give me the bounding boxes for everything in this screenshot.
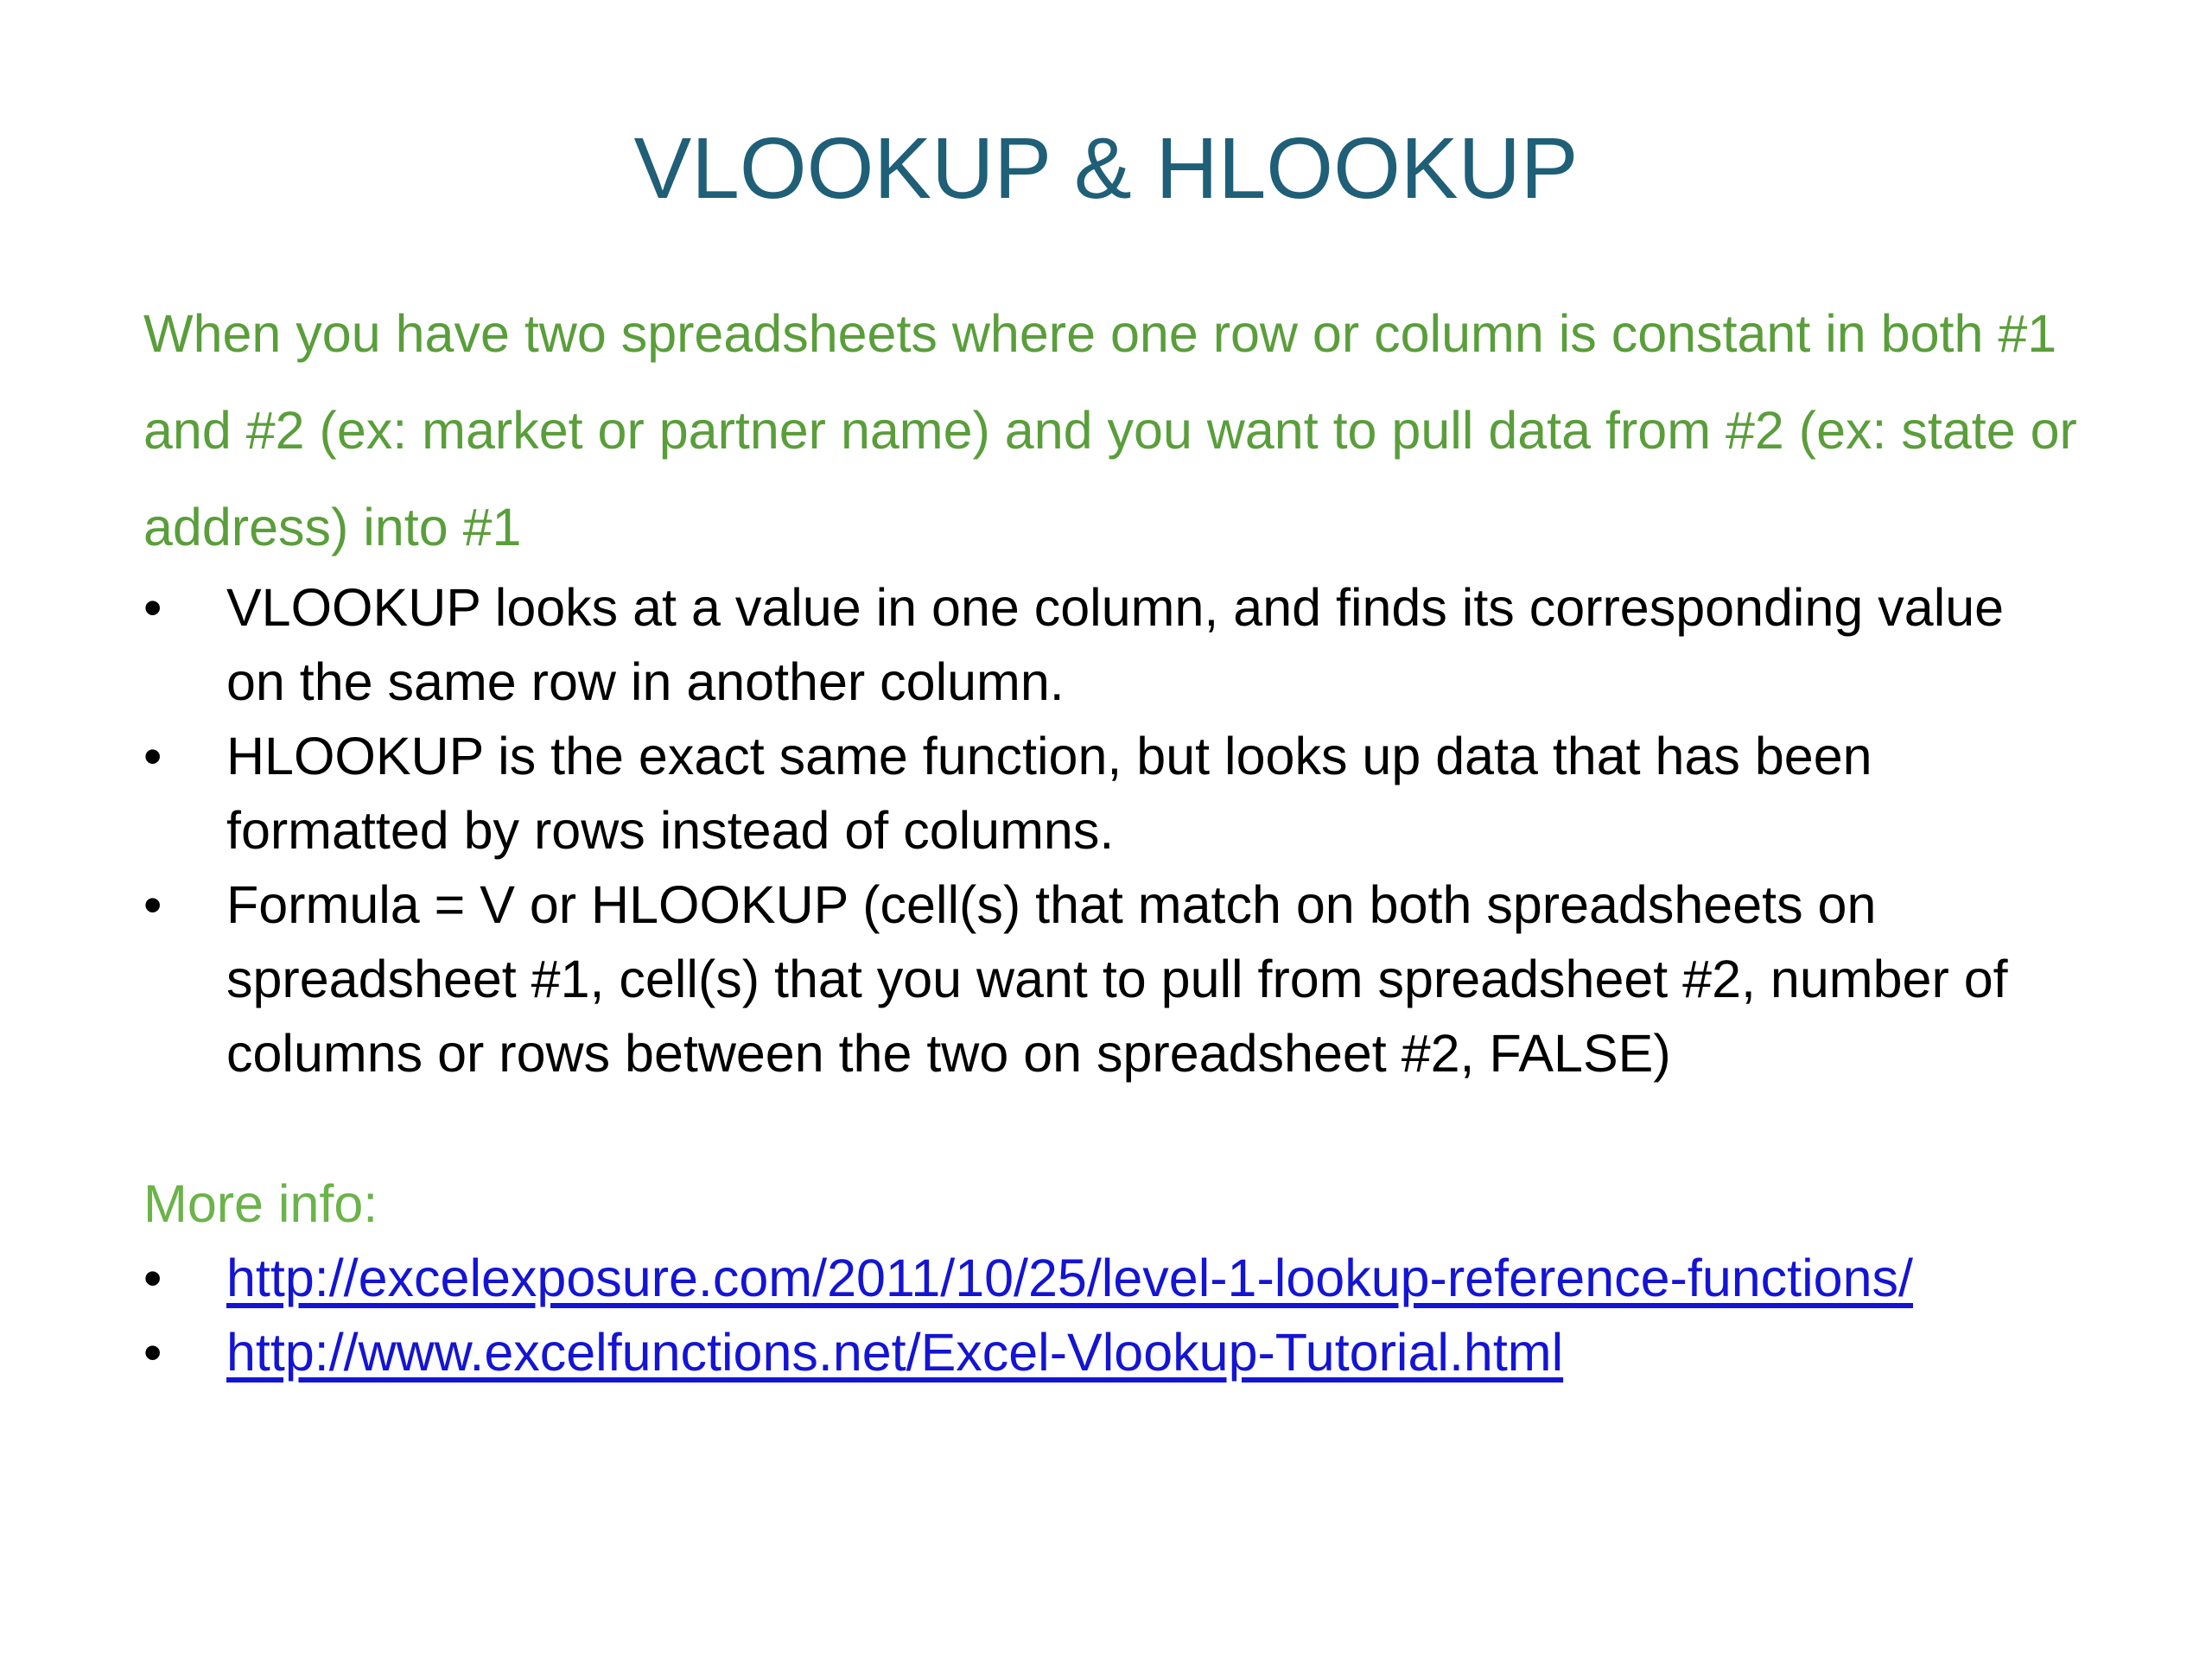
bullet-icon: • xyxy=(143,1249,162,1307)
bullet-icon: • xyxy=(143,727,162,785)
bullet-text: Formula = V or HLOOKUP (cell(s) that match on both spreadsheets on spreadsheet #1, cell(s) that you want to pull from spreadsheet #2, number of columns or rows between the two on spreadsheet #2, FALSE) xyxy=(226,875,2008,1083)
bullet-icon: • xyxy=(143,875,162,934)
list-item xyxy=(143,868,2070,1090)
bullet-icon: • xyxy=(143,1323,162,1382)
bullet-list xyxy=(143,570,2070,1090)
slide-title: VLOOKUP & HLOOKUP xyxy=(633,120,1579,217)
link-excelexposure[interactable]: http://excelexposure.com/2011/10/25/level-1-lookup-reference-functions/ xyxy=(226,1249,1913,1307)
list-item xyxy=(143,1315,2070,1389)
more-info-label: More info: xyxy=(143,1174,378,1233)
bullet-text: HLOOKUP is the exact same function, but looks up data that has been formatted by rows instead of columns. xyxy=(226,727,1872,860)
link-list xyxy=(143,1241,2070,1389)
bullet-icon: • xyxy=(143,578,162,637)
link-excelfunctions[interactable]: http://www.excelfunctions.net/Excel-Vlookup-Tutorial.html xyxy=(226,1323,1564,1382)
intro-text: When you have two spreadsheets where one row or column is constant in both #1 and #2 (ex: market or partner name) and you want to pull data from #2 (ex: state or address) into #1 xyxy=(143,304,2077,556)
list-item xyxy=(143,570,2070,719)
list-item xyxy=(143,1241,2070,1315)
bullet-text: VLOOKUP looks at a value in one column, and finds its corresponding value on the same row in another column. xyxy=(226,578,2005,711)
list-item xyxy=(143,719,2070,868)
